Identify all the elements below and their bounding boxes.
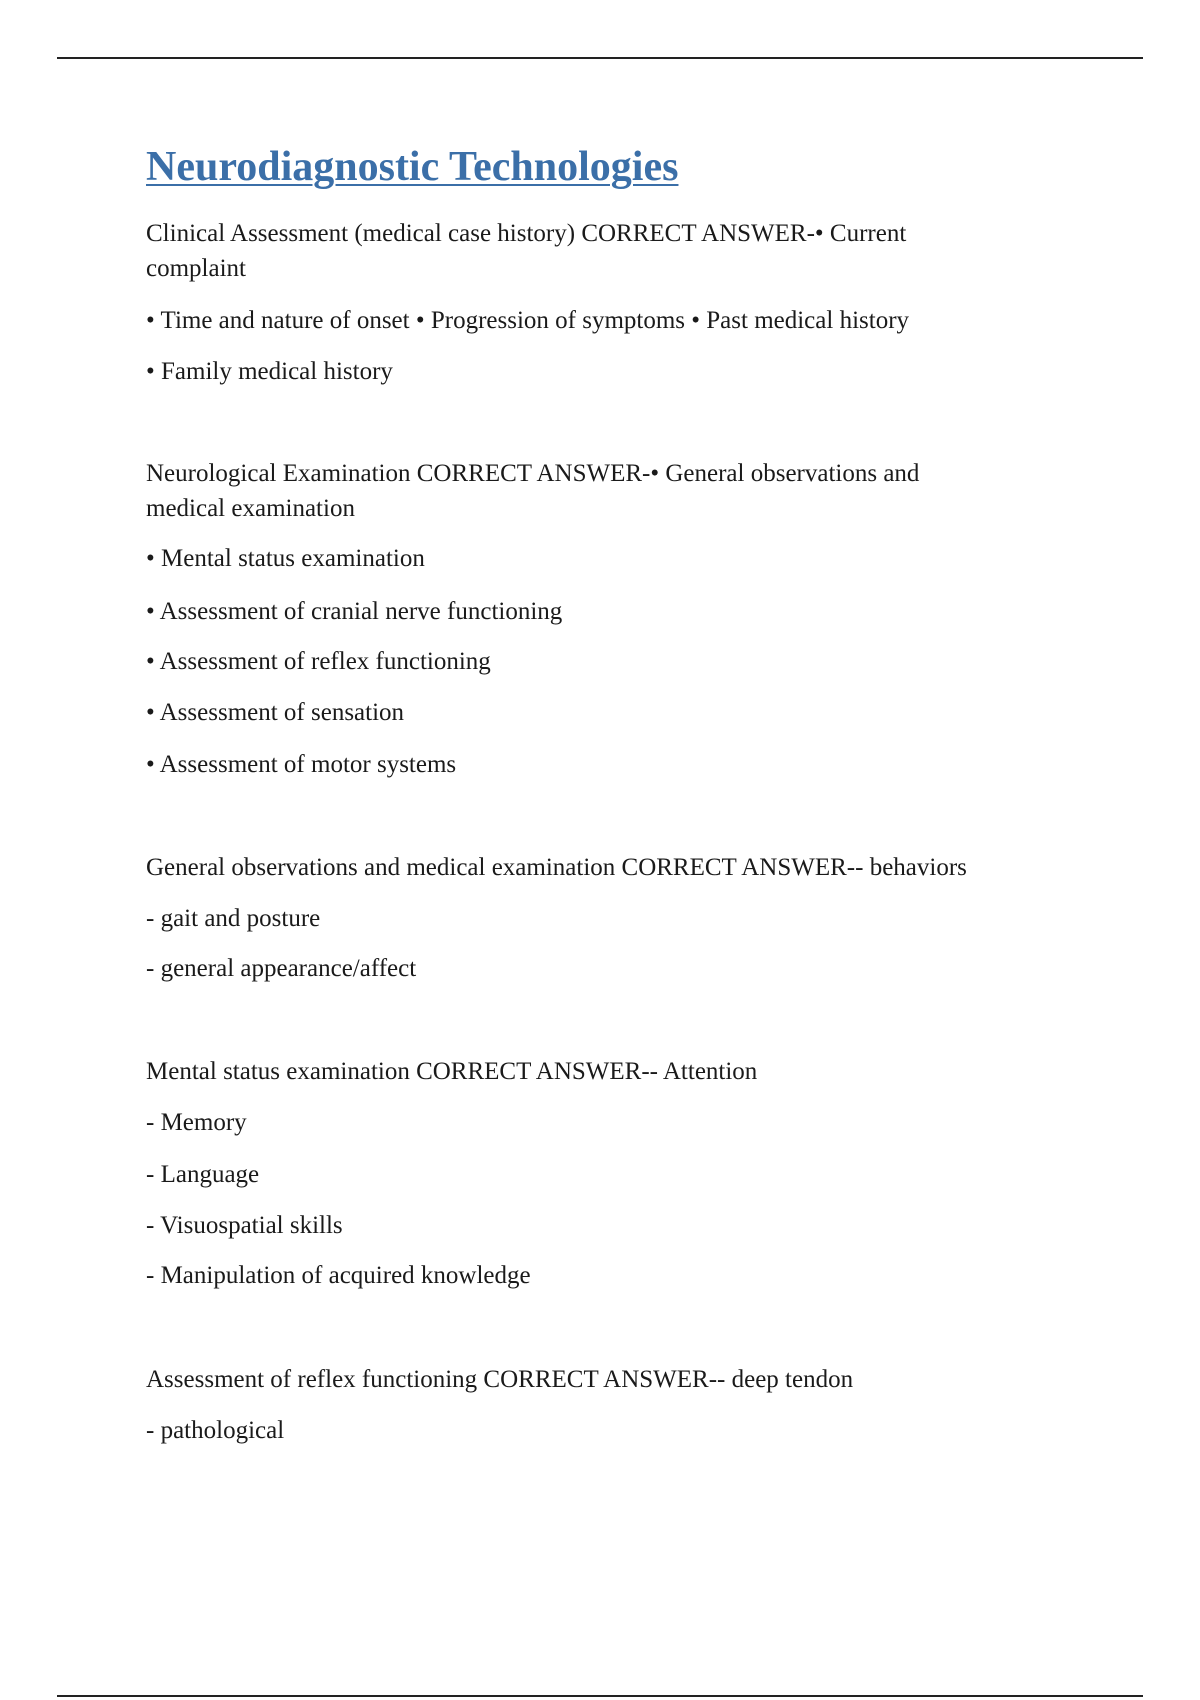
bullet-line: • Assessment of motor systems: [146, 751, 457, 778]
dash-line: - Language: [146, 1161, 260, 1188]
section-text-line: General observations and medical examination CORRECT ANSWER-- behaviors: [146, 854, 967, 881]
dash-line: - Memory: [146, 1109, 247, 1136]
dash-line: - Visuospatial skills: [146, 1212, 343, 1239]
document-title: Neurodiagnostic Technologies: [146, 144, 679, 190]
section-text-line: Mental status examination CORRECT ANSWER-- Attention: [146, 1058, 758, 1085]
section-text-line: Assessment of reflex functioning CORRECT ANSWER-- deep tendon: [146, 1366, 854, 1393]
bullet-line: • Family medical history: [146, 358, 393, 385]
dash-line: - gait and posture: [146, 905, 321, 932]
bullet-line: • Mental status examination: [146, 545, 425, 572]
section-text-line: Neurological Examination CORRECT ANSWER-• General observations and: [146, 460, 920, 487]
dash-line: - general appearance/affect: [146, 955, 417, 982]
bottom-divider: [57, 1695, 1143, 1697]
bullet-line: • Time and nature of onset • Progression of symptoms • Past medical history: [146, 307, 910, 334]
bullet-line: • Assessment of sensation: [146, 699, 405, 726]
bullet-line: • Assessment of reflex functioning: [146, 648, 491, 675]
dash-line: - pathological: [146, 1417, 285, 1444]
top-divider: [57, 57, 1143, 59]
section-text-line: Clinical Assessment (medical case history) CORRECT ANSWER-• Current: [146, 220, 907, 247]
dash-line: - Manipulation of acquired knowledge: [146, 1262, 531, 1289]
section-text-line: medical examination: [146, 495, 355, 522]
section-text-line: complaint: [146, 255, 246, 282]
bullet-line: • Assessment of cranial nerve functioning: [146, 598, 563, 625]
